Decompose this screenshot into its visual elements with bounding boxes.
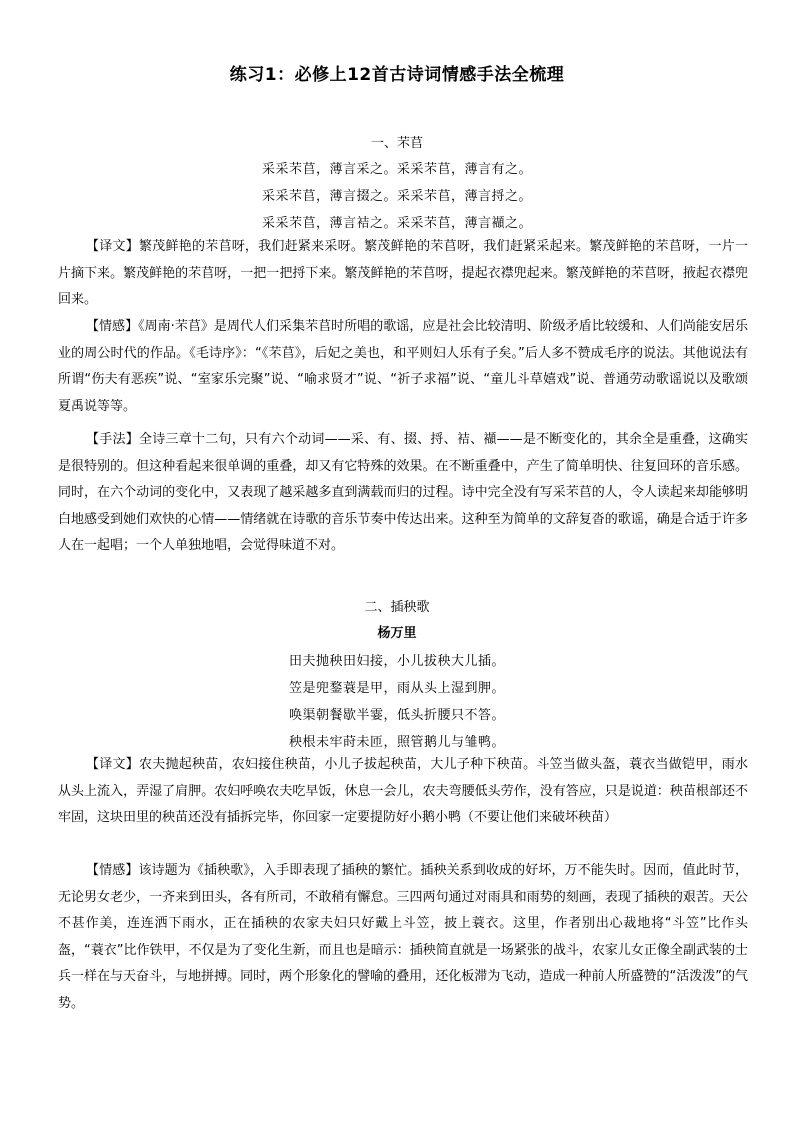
section1-technique: 【手法】全诗三章十二句，只有六个动词——采、有、掇、捋、袺、襭——是不断变化的，其余全是重叠，这确实是很特别的。但这种看起来很单调的重叠，却又有它特殊的效果。在不断重叠中，产生了简单明快、往复回环的音乐感。同时，在六个动词的变化中，又表现了越采越多直到满载而归的过程。诗中完全没有写采芣苢的人，令人读起来却能够明白地感受到她们欢快的心情——情绪就在诗歌的音乐节奏中传达出来。这种至为简单的文辞复沓的歌谣，确是合适于许多人在一起唱；一个人单独地唱，会觉得味道不对。 xyxy=(58,432,748,553)
section1-emotion: 【情感】《周南·芣苢》是周代人们采集芣苢时所唱的歌谣，应是社会比较清明、阶级矛盾比较缓和、人们尚能安居乐业的周公时代的作品。《毛诗序》：“《芣苢》，后妃之美也，和平则妇人乐有子矣。”后人多不赞成毛序的说法。其他说法有所谓“伤夫有恶疾”说、“室家乐完聚”说、“喻求贤才”说、“祈子求福”说、“童儿斗草嬉戏”说、普通劳动歌谣说以及歌颂夏禹说等等。 xyxy=(58,319,748,414)
section1-poem-line-1: 采采芣苢，薄言采之。采采芣苢，薄言有之。 xyxy=(261,162,532,177)
section2-poem-line-3: 唤渠朝餐歇半霎，低头折腰只不答。 xyxy=(288,708,505,723)
section2-poem-line-2: 笠是兜鍪蓑是甲，雨从头上湿到胛。 xyxy=(288,681,505,696)
section1-poem-line-3: 采采芣苢，薄言袺之。采采芣苢，薄言襭之。 xyxy=(261,216,532,231)
section1-poem-line-2: 采采芣苢，薄言掇之。采采芣苢，薄言捋之。 xyxy=(261,189,532,204)
section1-translation: 【译文】繁茂鲜艳的芣苢呀，我们赶紧来采呀。繁茂鲜艳的芣苢呀，我们赶紧采起来。繁茂鲜艳的芣苢呀，一片一片摘下来。繁茂鲜艳的芣苢呀，一把一把捋下来。繁茂鲜艳的芣苢呀，提起衣襟兜起来。繁茂鲜艳的芣苢呀，掖起衣襟兜回来。 xyxy=(58,239,748,307)
section1-heading: 一、芣苢 xyxy=(370,136,423,151)
section2-translation: 【译文】农夫抛起秧苗，农妇接住秧苗，小儿子拔起秧苗，大儿子种下秧苗。斗笠当做头盔，蓑衣当做铠甲，雨水从头上流入，弄湿了肩胛。农妇呼唤农夫吃早饭，休息一会儿，农夫弯腰低头劳作，没有答应，只是说道：秧苗根部还不牢固，这块田里的秧苗还没有插拆完毕，你回家一定要提防好小鹅小鸭（不要让他们来破坏秧苗） xyxy=(58,757,748,825)
section2-poem-line-1: 田夫抛秧田妇接，小儿拔秧大儿插。 xyxy=(288,654,505,669)
section2-author: 杨万里 xyxy=(377,626,417,641)
section2-heading: 二、插秧歌 xyxy=(364,600,430,615)
section2-poem-line-4: 秧根未牢莳未匝，照管鹅儿与雏鸭。 xyxy=(288,735,505,750)
section2-emotion: 【情感】该诗题为《插秧歌》，入手即表现了插秧的繁忙。插秧关系到收成的好坏，万不能失时。因而，值此时节，无论男女老少，一齐来到田头，各有所司，不敢稍有懈怠。三四两句通过对雨具和雨势的刻画，表现了插秧的艰苦。天公不甚作美，连连洒下雨水，正在插秧的农家夫妇只好戴上斗笠，披上蓑衣。这里，作者别出心裁地将“斗笠”比作头盔，“蓑衣”比作铁甲，不仅是为了变化生新，而且也是暗示：插秧简直就是一场紧张的战斗，农家儿女正像全副武装的士兵一样在与天奋斗，与地拼搏。同时，两个形象化的譬喻的叠用，还化板滞为飞动，造成一种前人所盛赞的“活泼泼”的气势。 xyxy=(58,863,748,1011)
document-title: 练习1：必修上12首古诗词情感手法全梳理 xyxy=(229,65,565,85)
